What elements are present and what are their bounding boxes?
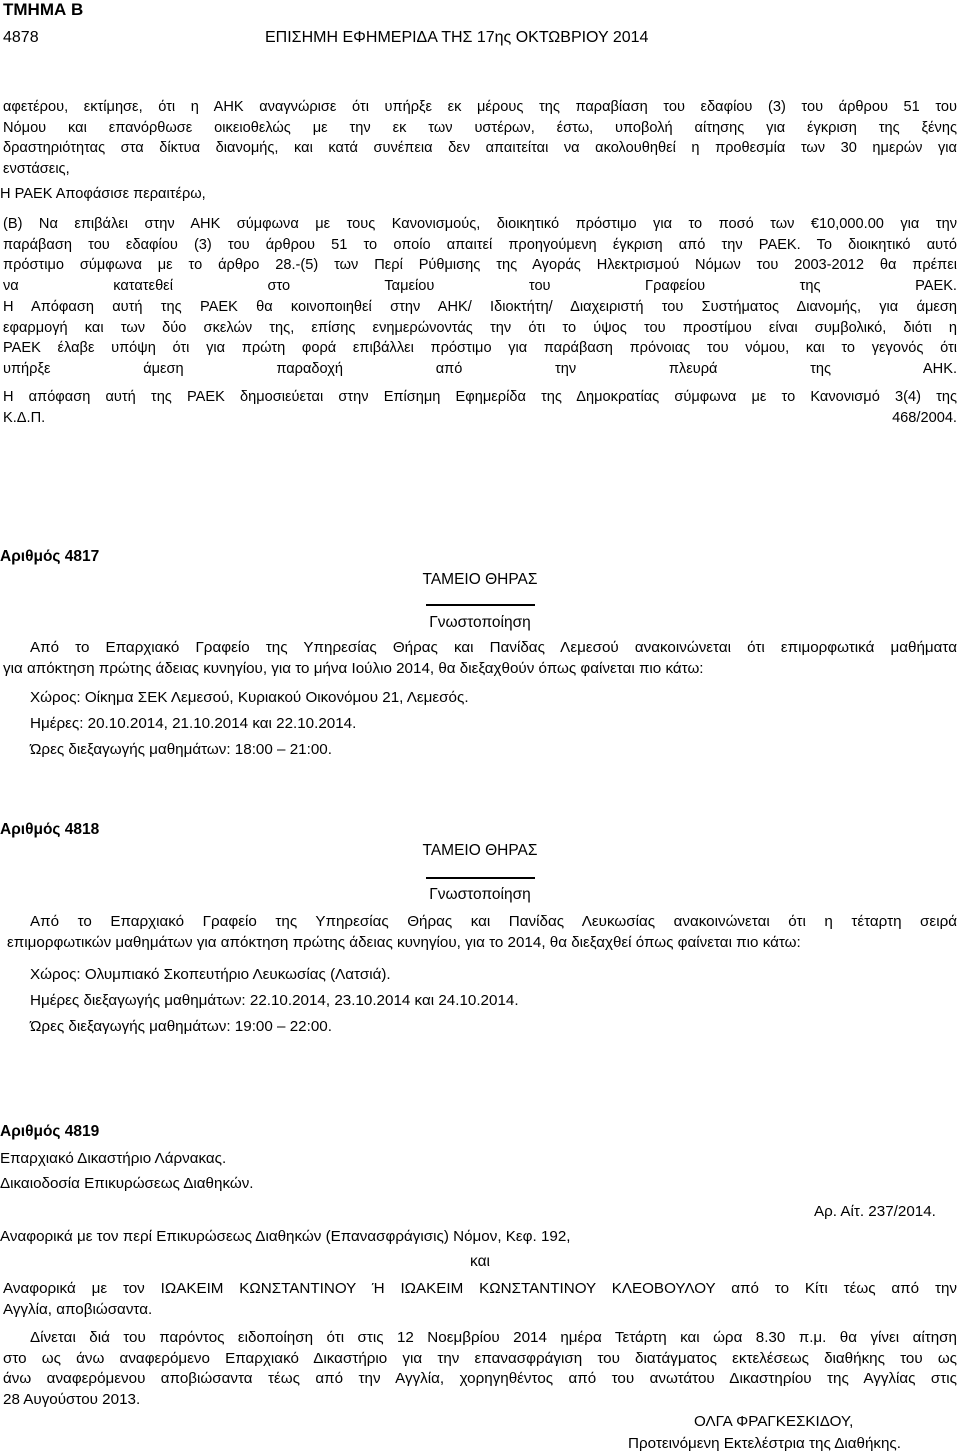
text-line: αφετέρου, εκτίμησε, ότι η ΑΗΚ αναγνώρισε ότι υπήρξε εκ μέρους της παραβίαση του εδαφίου (3) του άρθρου 51 του [3, 99, 957, 115]
section-label: ΤΜΗΜΑ Β [3, 0, 84, 19]
text-line: εφαρμογή και των δύο σκελών της, επίσης ενημερώνοντάς την ότι το ύψος του προστίμου είναι συμβολικό, διότι η [3, 319, 957, 336]
text-line: Αναφορικά με τον ΙΩΑΚΕΙΜ ΚΩΝΣΤΑΝΤΙΝΟΥ Ή ΙΩΑΚΕΙΜ ΚΩΝΣΤΑΝΤΙΝΟΥ ΚΛΕΟΒΟΥΛΟΥ από το Κίτι τέως από την [3, 1280, 957, 1297]
paragraph-penalty [3, 214, 957, 296]
notice-4818-body [3, 912, 957, 953]
court-jurisdiction: Δικαιοδοσία Επικυρώσεως Διαθηκών. [0, 1175, 254, 1192]
text-line: (Β) Να επιβάλει στην ΑΗΚ σύμφωνα με τους Κανονισμούς, διοικητικό πρόστιμο για το ποσό των €10,000.00 για την [3, 216, 957, 232]
court-name: Επαρχιακό Δικαστήριο Λάρνακας. [0, 1150, 227, 1167]
text-line: Δίνεται διά του παρόντος ειδοποίηση ότι στις 12 Νοεμβρίου 2014 ημέρα Τετάρτη και ώρα 8.30 π.μ. θα γίνει αίτηση [30, 1329, 957, 1346]
notice-4817-days: Ημέρες: 20.10.2014, 21.10.2014 και 22.10.2014. [30, 715, 357, 732]
text-line: να κατατεθεί στο Ταμείου του Γραφείου της ΡΑΕΚ. [3, 277, 957, 294]
notice-number-4818: Αριθμός 4818 [0, 821, 100, 838]
heading-rule [426, 604, 535, 606]
decision-intro: Η ΡΑΕΚ Αποφάσισε περαιτέρω, [0, 186, 206, 202]
notice-4817-heading: Γνωστοποίηση [429, 614, 531, 631]
text-line: Κ.Δ.Π. 468/2004. [3, 409, 957, 426]
notice-4817-hours: Ώρες διεξαγωγής μαθημάτων: 18:00 – 21:00. [30, 741, 332, 758]
text-line: Η Απόφαση αυτή της ΡΑΕΚ θα κοινοποιηθεί στην ΑΗΚ/ Ιδιοκτήτη/ Διαχειριστή του Συστήματος Διανομής, για άμεση [3, 299, 957, 315]
notice-4817-body [3, 638, 957, 679]
text-line: ΡΑΕΚ έλαβε υπόψη ότι για πρώτη φορά επιβάλλει πρόστιμο για παράβαση πρόνοιας του νόμου, και το γεγονός ότι [3, 340, 957, 356]
notice-body [3, 1328, 957, 1410]
notice-4818-place: Χώρος: Ολυμπιακό Σκοπευτήριο Λευκωσίας (Λατσιά). [30, 966, 391, 983]
text-line: Από το Επαρχιακό Γραφείο της Υπηρεσίας Θήρας και Πανίδας Λευκωσίας ανακοινώνεται ότι η τέταρτη σειρά [30, 913, 957, 930]
notice-4818-org: ΤΑΜΕΙΟ ΘΗΡΑΣ [422, 842, 538, 859]
text-line: δραστηριότητας στα δίκτυα διανομής, και κατά συνέπεια δεν απαιτείται να ακολουθηθεί η προθεσμία των 30 ημερών για [3, 140, 957, 156]
text-line: Η απόφαση αυτή της ΡΑΕΚ δημοσιεύεται στην Επίσημη Εφημερίδα της Δημοκρατίας σύμφωνα με το Κανονισμό 3(4) της [3, 389, 957, 405]
text-line: άνω αναφερόμενου αποβιώσαντα τέως από την Αγγλία, χορηγηθέντος από του ανωτάτου Δικαστηρίου της Αγγλίας στις [3, 1370, 957, 1387]
paragraph-notification [3, 297, 957, 379]
paragraph-continuation [3, 97, 957, 179]
reference-law: Αναφορικά με τον περί Επικυρώσεως Διαθηκών (Επανασφράγισις) Νόμον, Κεφ. 192, [0, 1228, 571, 1245]
notice-number-4817: Αριθμός 4817 [0, 548, 100, 565]
notice-4818-heading: Γνωστοποίηση [429, 886, 531, 903]
text-line: παράβαση του εδαφίου (3) του άρθρου 51 το οποίο απαιτεί προηγούμενη έγκριση από την ΡΑΕΚ. Το διοικητικό αυτό [3, 236, 957, 253]
reference-deceased [3, 1279, 957, 1320]
text-line: 28 Αυγούστου 2013. [3, 1390, 141, 1408]
gazette-title: ΕΠΙΣΗΜΗ ΕΦΗΜΕΡΙΔΑ ΤΗΣ 17ης ΟΚΤΩΒΡΙΟΥ 2014 [265, 29, 649, 46]
text-line: υπήρξε άμεση παραδοχή από την πλευρά της ΑΗΚ. [3, 360, 957, 377]
notice-4817-place: Χώρος: Οίκημα ΣΕΚ Λεμεσού, Κυριακού Οικονόμου 21, Λεμεσός. [30, 689, 469, 706]
text-line: ενστάσεις, [3, 160, 70, 177]
text-line: Αγγλία, αποβιώσαντα. [3, 1300, 153, 1318]
notice-number-4819: Αριθμός 4819 [0, 1123, 100, 1140]
signatory-name: ΟΛΓΑ ΦΡΑΓΚΕΣΚΙΔΟΥ, [694, 1413, 854, 1430]
notice-4818-days: Ημέρες διεξαγωγής μαθημάτων: 22.10.2014, 23.10.2014 και 24.10.2014. [30, 992, 519, 1009]
application-number: Αρ. Αίτ. 237/2014. [814, 1203, 936, 1220]
text-line: επιμορφωτικών μαθημάτων για απόκτηση πρώτης άδειας κυνηγίου, για το 2014, θα διεξαχθεί όπως φαίνεται πιο κάτω: [7, 933, 801, 951]
notice-4818-hours: Ώρες διεξαγωγής μαθημάτων: 19:00 – 22:00. [30, 1018, 332, 1035]
signatory-role: Προτεινόμενη Εκτελέστρια της Διαθήκης. [628, 1435, 901, 1452]
paragraph-publication [3, 387, 957, 428]
conjunction-and: και [470, 1253, 490, 1270]
text-line: για απόκτηση πρώτης άδειας κυνηγίου, για το μήνα Ιούλιο 2014, θα διεξαχθούν όπως φαίνεται πιο κάτω: [3, 659, 704, 677]
text-line: Νόμου και επανόρθωσε οικειοθελώς με την εκ των υστέρων, έστω, υποβολή αίτησης για έγκριση της ξένης [3, 119, 957, 136]
notice-4817-org: ΤΑΜΕΙΟ ΘΗΡΑΣ [422, 571, 538, 588]
text-line: Από το Επαρχιακό Γραφείο της Υπηρεσίας Θήρας και Πανίδας Λεμεσού ανακοινώνεται ότι επιμορφωτικά μαθήματα [30, 639, 957, 656]
text-line: στο ως άνω αναφερόμενο Επαρχιακό Δικαστήριο για την επανασφράγιση του διατάγματος εκτελέσεως διαθήκης του ως [3, 1349, 957, 1367]
heading-rule [426, 877, 535, 879]
text-line: πρόστιμο σύμφωνα με το άρθρο 28.-(5) των Περί Ρύθμισης της Αγοράς Ηλεκτρισμού Νόμων του 2003-2012 θα πρέπει [3, 257, 957, 273]
page-number: 4878 [3, 29, 39, 46]
